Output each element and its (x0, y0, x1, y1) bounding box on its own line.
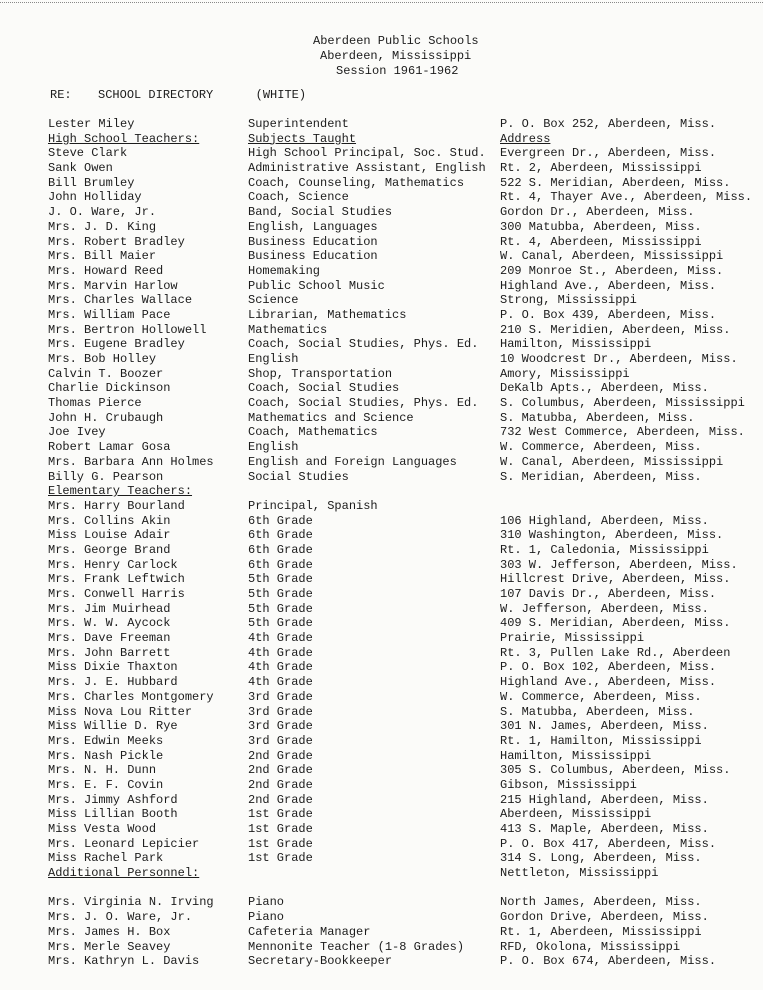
hs-row-subject: English (248, 352, 299, 366)
elem-row-address: 310 Washington, Aberdeen, Miss. (500, 528, 724, 543)
elem-row-address: Rt. 1, Caledonia, Mississippi (500, 542, 709, 557)
addl-row-name: Mrs. James H. Box (48, 924, 171, 939)
addl-heading-name: Additional Personnel: (48, 866, 200, 881)
hs-row-address: Highland Ave., Aberdeen, Miss. (500, 278, 717, 293)
superintendent-address: P. O. Box 252, Aberdeen, Miss. (500, 117, 717, 131)
superintendent-name: Lester Miley (48, 117, 135, 131)
blank-cell (248, 484, 500, 499)
hs-row-name: Mrs. Charles Wallace (48, 293, 193, 308)
addl-row-name: Mrs. Virginia N. Irving (48, 895, 214, 910)
blank-cell (500, 881, 763, 896)
addl-row-address: Rt. 1, Aberdeen, Mississippi (500, 924, 702, 939)
hs-row-address: 300 Matubba, Aberdeen, Miss. (500, 219, 702, 234)
header-line-2: Aberdeen, Mississippi (320, 49, 472, 63)
hs-row-subject: Mathematics and Science (248, 410, 414, 425)
elem-row-address: Prairie, Mississippi (500, 631, 645, 646)
hs-row-address: 10 Woodcrest Dr., Aberdeen, Miss. (500, 352, 738, 366)
hs-row-address: Rt. 4, Thayer Ave., Aberdeen, Miss. (500, 190, 753, 205)
elem-row-name: Miss Louise Adair (48, 528, 171, 543)
elem-row-subject: 3rd Grade (248, 689, 313, 704)
hs-row-subject: Business Education (248, 234, 378, 249)
addl-row-address: RFD, Okolona, Mississippi (500, 939, 681, 954)
elem-row-name: Mrs. Collins Akin (48, 513, 171, 528)
re-line (50, 88, 306, 103)
elem-row-address: 215 Highland, Aberdeen, Miss. (500, 792, 709, 807)
elem-row-address: Rt. 3, Pullen Lake Rd., Aberdeen (500, 645, 731, 660)
hs-heading-address: Address (500, 131, 551, 146)
blank-cell (500, 499, 763, 514)
elem-row-subject: 2nd Grade (248, 777, 313, 792)
re-qualifier: (WHITE) (255, 88, 307, 102)
hs-heading-name: High School Teachers: (48, 131, 200, 146)
blank-cell (248, 881, 500, 896)
addl-row-subject: Secretary-Bookkeeper (248, 954, 393, 969)
elem-row-subject: 1st Grade (248, 807, 313, 822)
hs-row-address: W. Canal, Aberdeen, Mississippi (500, 249, 724, 264)
hs-row-name: Mrs. Bill Maier (48, 249, 157, 264)
hs-row-address: Amory, Mississippi (500, 366, 630, 381)
elem-row-name: Miss Nova Lou Ritter (48, 704, 193, 719)
hs-row-subject: Librarian, Mathematics (248, 307, 407, 322)
addl-row-subject: Piano (248, 895, 285, 910)
re-subject: SCHOOL DIRECTORY (98, 88, 214, 102)
elem-row-name: Mrs. Frank Leftwich (48, 572, 185, 587)
hs-row-name: John H. Crubaugh (48, 410, 164, 425)
hs-row-subject: Science (248, 293, 299, 308)
hs-row-address: Gordon Dr., Aberdeen, Miss. (500, 205, 695, 220)
hs-row-name: Sank Owen (48, 161, 113, 176)
hs-row-subject: English (248, 440, 299, 455)
hs-row-address: P. O. Box 439, Aberdeen, Miss. (500, 307, 717, 322)
addl-row-subject: Piano (248, 910, 285, 925)
elem-row-subject: 2nd Grade (248, 792, 313, 807)
elem-row-name: Miss Vesta Wood (48, 822, 157, 836)
hs-row-name: Robert Lamar Gosa (48, 440, 171, 455)
elem-heading-name: Elementary Teachers: (48, 484, 193, 499)
elem-row-subject: 4th Grade (248, 645, 313, 660)
hs-row-subject: Coach, Counseling, Mathematics (248, 175, 465, 190)
elem-row-subject: 6th Grade (248, 542, 313, 557)
hs-row-subject: English and Foreign Languages (248, 454, 457, 469)
hs-row-name: Mrs. Howard Reed (48, 263, 164, 278)
hs-row-name: Billy G. Pearson (48, 469, 164, 484)
elem-row-address: Rt. 1, Hamilton, Mississippi (500, 733, 702, 748)
hs-row-subject: Administrative Assistant, English (248, 161, 486, 176)
hs-row-subject: High School Principal, Soc. Stud. (248, 146, 486, 161)
elem-row-subject: 4th Grade (248, 675, 313, 690)
elem-row-address: Hillcrest Drive, Aberdeen, Miss. (500, 572, 731, 587)
elem-row-subject: 6th Grade (248, 557, 313, 572)
hs-row-subject: Social Studies (248, 469, 349, 484)
elem-row-address: Gibson, Mississippi (500, 777, 637, 792)
elem-row-subject: Principal, Spanish (248, 498, 378, 513)
elem-row-name: Mrs. John Barrett (48, 645, 171, 660)
elem-row-subject: 1st Grade (248, 822, 313, 836)
elem-row-name: Mrs. Harry Bourland (48, 498, 185, 513)
elem-row-subject: 2nd Grade (248, 763, 313, 778)
hs-row-subject: Coach, Science (248, 190, 349, 205)
elem-row-name: Miss Lillian Booth (48, 807, 178, 822)
addl-row-address: P. O. Box 674, Aberdeen, Miss. (500, 954, 717, 969)
hs-row-subject: Public School Music (248, 278, 385, 293)
hs-row-address: 210 S. Meridien, Aberdeen, Miss. (500, 322, 731, 337)
elem-row-subject: 5th Grade (248, 616, 313, 631)
hs-row-name: Mrs. Bertron Hollowell (48, 322, 207, 337)
hs-row-subject: Coach, Social Studies, Phys. Ed. (248, 337, 479, 352)
hs-row-subject: Shop, Transportation (248, 366, 393, 381)
page-top-edge (0, 2, 763, 3)
elem-row-name: Mrs. Conwell Harris (48, 587, 185, 601)
elem-row-name: Mrs. Edwin Meeks (48, 733, 164, 748)
subjects-column (248, 117, 500, 969)
hs-row-address: 522 S. Meridian, Aberdeen, Miss. (500, 175, 731, 190)
addl-row-address: Gordon Drive, Aberdeen, Miss. (500, 910, 709, 925)
hs-row-name: Mrs. Eugene Bradley (48, 337, 185, 352)
hs-row-address: Rt. 4, Aberdeen, Mississippi (500, 234, 702, 249)
hs-row-name: Mrs. Marvin Harlow (48, 278, 178, 293)
elem-row-name: Mrs. Jim Muirhead (48, 601, 171, 616)
addl-row-name: Mrs. J. O. Ware, Jr. (48, 910, 193, 925)
hs-row-address: Evergreen Dr., Aberdeen, Miss. (500, 146, 717, 161)
hs-row-subject: Coach, Social Studies (248, 381, 400, 396)
addl-row-name: Mrs. Kathryn L. Davis (48, 954, 200, 969)
addl-row-address: North James, Aberdeen, Miss. (500, 895, 702, 910)
hs-row-address: W. Commerce, Aberdeen, Miss. (500, 440, 702, 455)
elem-row-address: Highland Ave., Aberdeen, Miss. (500, 675, 717, 690)
hs-row-address: S. Columbus, Aberdeen, Mississippi (500, 396, 745, 411)
blank-cell (500, 484, 763, 499)
elem-row-subject: 3rd Grade (248, 719, 313, 734)
re-label: RE: (50, 88, 72, 102)
hs-row-address: Rt. 2, Aberdeen, Mississippi (500, 161, 702, 176)
elem-row-name: Miss Rachel Park (48, 851, 164, 866)
elem-row-address: 106 Highland, Aberdeen, Miss. (500, 513, 709, 528)
elem-row-name: Mrs. Nash Pickle (48, 748, 164, 763)
elem-row-subject: 6th Grade (248, 513, 313, 528)
elem-row-address: Aberdeen, Mississippi (500, 807, 652, 822)
elem-row-address: 305 S. Columbus, Aberdeen, Miss. (500, 763, 731, 778)
hs-row-address: Strong, Mississippi (500, 293, 637, 308)
hs-row-subject: Business Education (248, 249, 378, 264)
hs-heading-subject: Subjects Taught (248, 131, 357, 146)
elem-row-subject: 3rd Grade (248, 704, 313, 719)
hs-row-subject: Mathematics (248, 322, 328, 337)
elem-row-address: Hamilton, Mississippi (500, 748, 652, 763)
hs-row-name: Steve Clark (48, 146, 128, 161)
elem-row-subject: 5th Grade (248, 587, 313, 601)
hs-row-name: Mrs. William Pace (48, 307, 171, 322)
addl-row-subject: Mennonite Teacher (1-8 Grades) (248, 939, 465, 954)
elem-row-address: 314 S. Long, Aberdeen, Miss. (500, 851, 702, 866)
elem-row-subject: 1st Grade (248, 836, 313, 851)
hs-row-name: Bill Brumley (48, 175, 135, 190)
hs-row-subject: Homemaking (248, 263, 321, 278)
addl-heading-address: Nettleton, Mississippi (500, 866, 659, 881)
blank-cell (248, 866, 500, 881)
elem-row-address: S. Matubba, Aberdeen, Miss. (500, 704, 695, 719)
hs-row-name: Charlie Dickinson (48, 381, 171, 396)
hs-row-name: Mrs. Barbara Ann Holmes (48, 454, 214, 469)
elem-row-address: P. O. Box 102, Aberdeen, Miss. (500, 660, 717, 675)
elem-row-subject: 3rd Grade (248, 733, 313, 748)
addl-row-name: Mrs. Merle Seavey (48, 939, 171, 954)
elem-row-subject: 4th Grade (248, 660, 313, 675)
elem-row-address: W. Commerce, Aberdeen, Miss. (500, 689, 702, 704)
elem-row-subject: 2nd Grade (248, 748, 313, 763)
elem-row-address: P. O. Box 417, Aberdeen, Miss. (500, 836, 717, 851)
hs-row-address: Hamilton, Mississippi (500, 337, 652, 352)
hs-row-name: Thomas Pierce (48, 396, 142, 411)
header-line-1: Aberdeen Public Schools (313, 34, 479, 48)
hs-row-name: Mrs. Bob Holley (48, 352, 157, 366)
elem-row-address: W. Jefferson, Aberdeen, Miss. (500, 601, 709, 616)
elem-row-name: Mrs. W. W. Aycock (48, 616, 171, 631)
elem-row-subject: 5th Grade (248, 572, 313, 587)
hs-row-address: W. Canal, Aberdeen, Mississippi (500, 454, 724, 469)
superintendent-subject: Superintendent (248, 117, 349, 131)
elem-row-name: Mrs. Jimmy Ashford (48, 792, 178, 807)
hs-row-subject: Band, Social Studies (248, 205, 393, 220)
elem-row-address: 409 S. Meridian, Aberdeen, Miss. (500, 616, 731, 631)
elem-row-subject: 1st Grade (248, 851, 313, 866)
hs-row-address: 732 West Commerce, Aberdeen, Miss. (500, 425, 745, 440)
hs-row-name: Calvin T. Boozer (48, 366, 164, 381)
hs-row-name: Mrs. J. D. King (48, 219, 157, 234)
hs-row-address: S. Matubba, Aberdeen, Miss. (500, 410, 695, 425)
elem-row-name: Mrs. Charles Montgomery (48, 689, 214, 704)
elem-row-address: 107 Davis Dr., Aberdeen, Miss. (500, 587, 717, 601)
names-column (48, 117, 248, 969)
elem-row-name: Mrs. E. F. Covin (48, 777, 164, 792)
elem-row-address: 301 N. James, Aberdeen, Miss. (500, 719, 709, 734)
hs-row-address: DeKalb Apts., Aberdeen, Miss. (500, 381, 709, 396)
elem-row-name: Mrs. George Brand (48, 542, 171, 557)
elem-row-address: 413 S. Maple, Aberdeen, Miss. (500, 822, 709, 836)
hs-row-name: John Holliday (48, 190, 142, 205)
elem-row-name: Mrs. J. E. Hubbard (48, 675, 178, 690)
hs-row-address: S. Meridian, Aberdeen, Miss. (500, 469, 702, 484)
blank-cell (48, 881, 248, 896)
elem-row-name: Miss Dixie Thaxton (48, 660, 178, 675)
elem-row-address: 303 W. Jefferson, Aberdeen, Miss. (500, 557, 738, 572)
hs-row-subject: Coach, Social Studies, Phys. Ed. (248, 396, 479, 411)
elem-row-subject: 6th Grade (248, 528, 313, 543)
hs-row-subject: English, Languages (248, 219, 378, 234)
hs-row-name: J. O. Ware, Jr. (48, 205, 157, 220)
hs-row-subject: Coach, Mathematics (248, 425, 378, 440)
addl-row-subject: Cafeteria Manager (248, 924, 371, 939)
hs-row-name: Joe Ivey (48, 425, 106, 440)
addresses-column (500, 117, 763, 969)
header-line-3: Session 1961-1962 (336, 64, 459, 78)
hs-row-name: Mrs. Robert Bradley (48, 234, 185, 249)
elem-row-name: Miss Willie D. Rye (48, 719, 178, 734)
elem-row-name: Mrs. Leonard Lepicier (48, 836, 200, 851)
hs-row-address: 209 Monroe St., Aberdeen, Miss. (500, 263, 724, 278)
elem-row-name: Mrs. Dave Freeman (48, 631, 171, 646)
elem-row-subject: 5th Grade (248, 601, 313, 616)
elem-row-name: Mrs. Henry Carlock (48, 557, 178, 572)
elem-row-name: Mrs. N. H. Dunn (48, 763, 157, 778)
elem-row-subject: 4th Grade (248, 631, 313, 646)
